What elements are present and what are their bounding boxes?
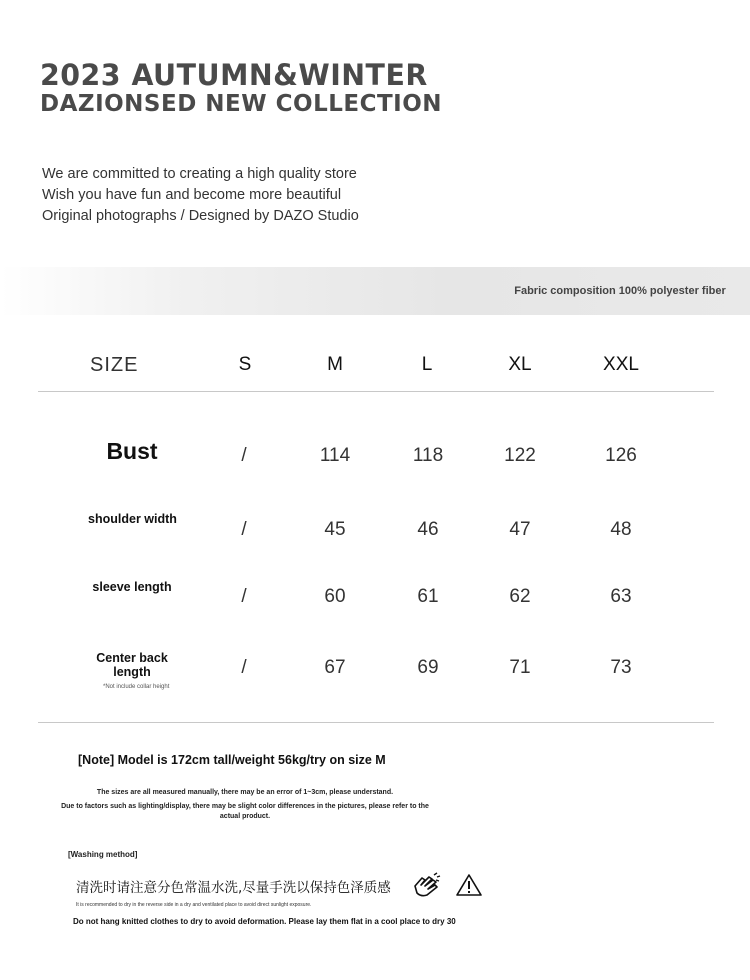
cell-shoulder-s: / [241, 519, 247, 540]
table-top-rule [38, 391, 714, 392]
cell-bust-l: 118 [412, 445, 444, 466]
cell-sleeve-m: 60 [324, 586, 346, 607]
cell-sleeve-xxl: 63 [610, 586, 632, 607]
cell-shoulder-m: 45 [324, 519, 346, 540]
row-label-bust: Bust [106, 438, 158, 464]
measure-note: The sizes are all measured manually, there may be an error of 1~3cm, please understand. [96, 789, 394, 796]
cell-sleeve-s: / [241, 586, 247, 607]
cell-bust-xl: 122 [504, 445, 536, 466]
tagline-1: We are committed to creating a high quality store [42, 166, 357, 182]
hand-wash-icon [412, 872, 442, 903]
cell-sleeve-xl: 62 [509, 586, 531, 607]
title-line-1: 2023 AUTUMN&WINTER [40, 58, 428, 92]
drying-tip: It is recommended to dry in the reverse side in a dry and ventilated place to avoid direct sunlight exposure. [76, 902, 312, 908]
size-header-m: M [327, 354, 343, 375]
cell-shoulder-l: 46 [417, 519, 439, 540]
warning-icon [455, 872, 483, 903]
cell-shoulder-xl: 47 [509, 519, 531, 540]
cell-back-m: 67 [324, 657, 346, 678]
tagline-2: Wish you have fun and become more beautiful [42, 187, 342, 203]
size-header-xl: XL [508, 354, 532, 375]
hang-note: Do not hang knitted clothes to dry to avoid deformation. Please lay them flat in a cool place to dry 30 [73, 917, 456, 926]
size-header-xxl: XXL [603, 354, 639, 375]
size-header-l: L [421, 354, 433, 375]
cell-bust-xxl: 126 [605, 445, 637, 466]
cell-back-l: 69 [417, 657, 439, 678]
size-header-label: SIZE [90, 354, 139, 376]
cell-bust-m: 114 [319, 445, 351, 466]
fabric-composition: Fabric composition 100% polyester fiber [514, 285, 726, 297]
size-header-s: S [238, 354, 252, 375]
row-label-sleeve: sleeve length [92, 580, 172, 594]
table-bottom-rule [38, 722, 714, 723]
cell-back-xl: 71 [509, 657, 531, 678]
color-note: Due to factors such as lighting/display, there may be slight color differences in the pictures, please refer to the actual product. [61, 803, 429, 820]
tagline-3: Original photographs / Designed by DAZO Studio [42, 208, 359, 224]
model-note: [Note] Model is 172cm tall/weight 56kg/try on size M [78, 753, 386, 767]
cell-back-s: / [241, 657, 247, 678]
row-label-center-back: Center back length [96, 651, 168, 679]
cell-shoulder-xxl: 48 [610, 519, 632, 540]
washing-chinese: 清洗时请注意分色常温水洗,尽量手洗以保持色泽质感 [76, 880, 391, 896]
row-sublabel-collar: *Not include collar height [103, 684, 170, 690]
cell-back-xxl: 73 [610, 657, 632, 678]
cell-sleeve-l: 61 [417, 586, 439, 607]
cell-bust-s: / [241, 445, 247, 466]
row-label-shoulder: shoulder width [88, 512, 177, 526]
washing-label: [Washing method] [68, 850, 138, 859]
title-line-2: DAZIONSED NEW COLLECTION [40, 91, 443, 117]
